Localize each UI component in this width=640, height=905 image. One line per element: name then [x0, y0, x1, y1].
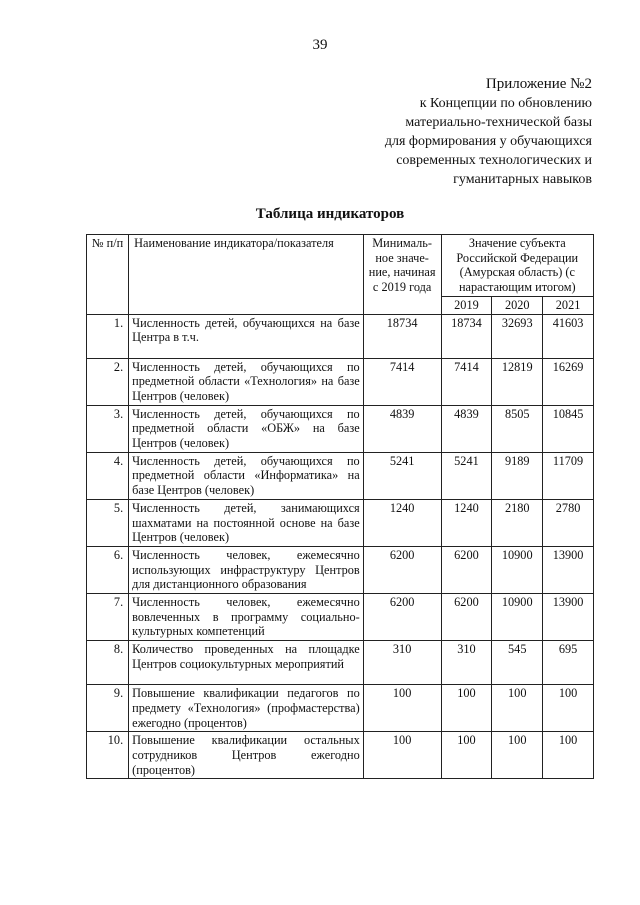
table-row — [87, 732, 594, 779]
indicator-name: Количество проведенных на площадке Центров социокультурных мероприятий — [129, 641, 364, 685]
table-row — [87, 641, 594, 685]
min-value: 100 — [363, 685, 441, 732]
row-number: 1. — [87, 314, 129, 358]
value-2019: 100 — [441, 685, 492, 732]
value-2021: 100 — [543, 685, 594, 732]
indicator-name: Численность человек, ежемесячно вовлеченных в программу социально-культурных компетенций — [129, 594, 364, 641]
value-2019: 18734 — [441, 314, 492, 358]
indicator-name: Повышение квалификации остальных сотрудников Центров ежегодно (процентов) — [129, 732, 364, 779]
value-2021: 13900 — [543, 546, 594, 593]
value-2021: 11709 — [543, 452, 594, 499]
table-row — [87, 546, 594, 593]
value-2021: 13900 — [543, 594, 594, 641]
min-value: 5241 — [363, 452, 441, 499]
min-value: 6200 — [363, 594, 441, 641]
min-value: 1240 — [363, 499, 441, 546]
header-name: Наименование индикатора/показателя — [129, 235, 364, 315]
min-value: 100 — [363, 732, 441, 779]
appendix-line: гуманитарных навыков — [453, 172, 592, 187]
value-2019: 310 — [441, 641, 492, 685]
value-2019: 5241 — [441, 452, 492, 499]
row-number: 2. — [87, 358, 129, 405]
value-2019: 1240 — [441, 499, 492, 546]
value-2021: 100 — [543, 732, 594, 779]
indicator-name: Численность детей, обучающихся по предметной области «ОБЖ» на базе Центров (человек) — [129, 405, 364, 452]
min-value: 7414 — [363, 358, 441, 405]
value-2021: 2780 — [543, 499, 594, 546]
value-2020: 10900 — [492, 594, 543, 641]
value-2019: 6200 — [441, 594, 492, 641]
appendix-line: для формирования у обучающихся — [384, 134, 592, 149]
row-number: 9. — [87, 685, 129, 732]
value-2021: 16269 — [543, 358, 594, 405]
min-value: 6200 — [363, 546, 441, 593]
value-2021: 695 — [543, 641, 594, 685]
appendix-line: к Концепции по обновлению — [419, 96, 592, 111]
row-number: 6. — [87, 546, 129, 593]
value-2020: 8505 — [492, 405, 543, 452]
value-2020: 100 — [492, 732, 543, 779]
table-row — [87, 314, 594, 358]
appendix-line: материально-технической базы — [405, 115, 592, 130]
value-2020: 9189 — [492, 452, 543, 499]
header-year-2020: 2020 — [492, 296, 543, 314]
min-value: 310 — [363, 641, 441, 685]
row-number: 10. — [87, 732, 129, 779]
row-number: 5. — [87, 499, 129, 546]
value-2019: 6200 — [441, 546, 492, 593]
appendix-title: Приложение №2 — [485, 76, 592, 92]
value-2020: 10900 — [492, 546, 543, 593]
value-2020: 100 — [492, 685, 543, 732]
value-2019: 100 — [441, 732, 492, 779]
header-year-2019: 2019 — [441, 296, 492, 314]
value-2019: 7414 — [441, 358, 492, 405]
header-region: Значение субъекта Российской Федерации (Амурская область) (с нарастающим итогом) — [441, 235, 593, 297]
value-2020: 32693 — [492, 314, 543, 358]
indicator-name: Численность детей, обучающихся по предметной области «Технология» на базе Центров (человек) — [129, 358, 364, 405]
min-value: 4839 — [363, 405, 441, 452]
row-number: 3. — [87, 405, 129, 452]
header-min: Минималь-ное значе-ние, начиная с 2019 года — [363, 235, 441, 315]
indicator-name: Численность детей, обучающихся на базе Центра в т.ч. — [129, 314, 364, 358]
page-number: 39 — [312, 37, 328, 53]
table-row — [87, 405, 594, 452]
value-2020: 12819 — [492, 358, 543, 405]
header-year-2021: 2021 — [543, 296, 594, 314]
value-2019: 4839 — [441, 405, 492, 452]
row-number: 4. — [87, 452, 129, 499]
indicator-name: Численность человек, ежемесячно использующих инфраструктуру Центров для дистанционного образования — [129, 546, 364, 593]
table-title: Таблица индикаторов — [255, 206, 405, 222]
appendix-header — [385, 75, 592, 189]
appendix-line: современных технологических и — [396, 153, 592, 168]
table-row — [87, 358, 594, 405]
table-row — [87, 685, 594, 732]
table-row — [87, 452, 594, 499]
min-value: 18734 — [363, 314, 441, 358]
table-row — [87, 499, 594, 546]
indicator-name: Численность детей, обучающихся по предметной области «Информатика» на базе Центров (человек) — [129, 452, 364, 499]
row-number: 7. — [87, 594, 129, 641]
value-2020: 2180 — [492, 499, 543, 546]
header-num: № п/п — [87, 235, 129, 315]
table-row — [87, 594, 594, 641]
indicator-name: Численность детей, занимающихся шахматами на постоянной основе на базе Центров (человек) — [129, 499, 364, 546]
value-2020: 545 — [492, 641, 543, 685]
row-number: 8. — [87, 641, 129, 685]
indicators-table — [86, 234, 594, 779]
indicator-name: Повышение квалификации педагогов по предмету «Технология» (профмастерства) ежегодно (процентов) — [129, 685, 364, 732]
value-2021: 41603 — [543, 314, 594, 358]
value-2021: 10845 — [543, 405, 594, 452]
